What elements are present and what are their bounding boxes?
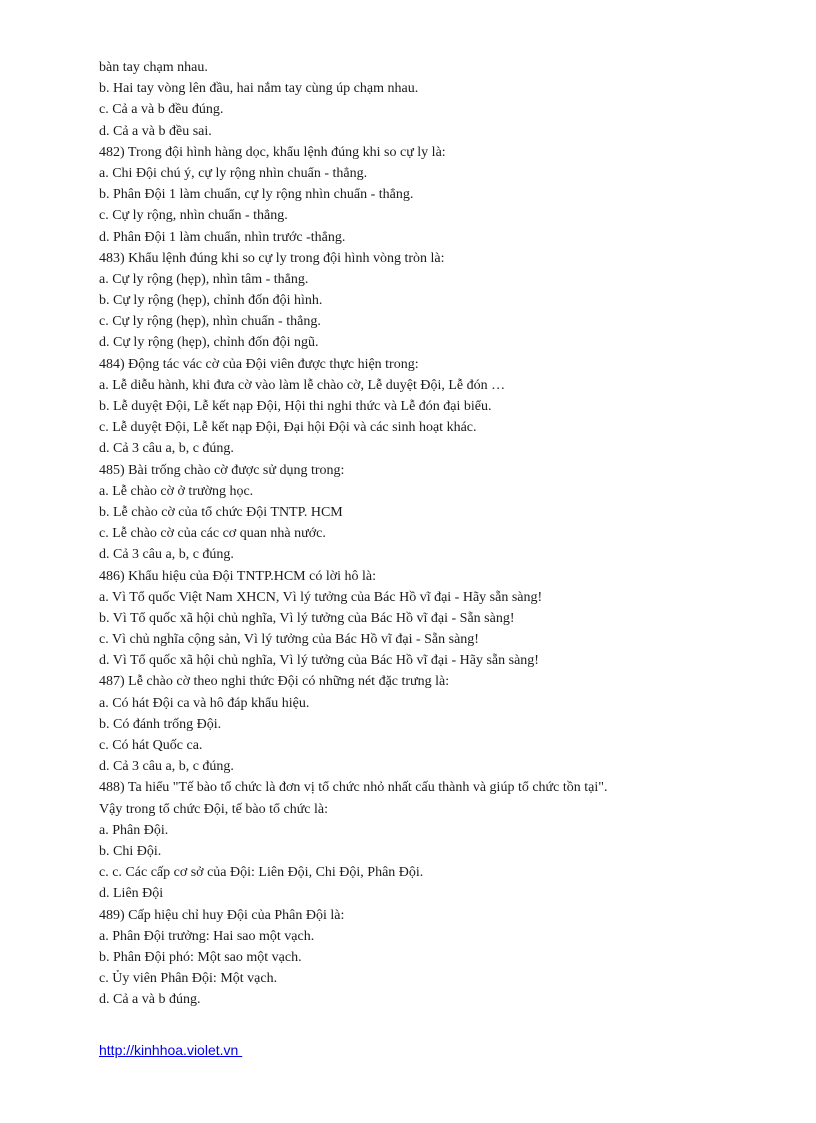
text-line: b. Phân Đội 1 làm chuẩn, cự ly rộng nhìn chuẩn - thẳng. — [99, 187, 414, 203]
text-line: c. Cả a và b đều đúng. — [99, 102, 224, 118]
text-line: a. Lễ chào cờ ở trường học. — [99, 483, 254, 499]
text-line: a. Phân Đội trưởng: Hai sao một vạch. — [99, 928, 315, 944]
text-line: c. Vì chủ nghĩa cộng sản, Vì lý tưởng của Bác Hồ vĩ đại - Sẵn sàng! — [99, 632, 479, 648]
text-line: c. Cự ly rộng, nhìn chuẩn - thẳng. — [99, 208, 288, 224]
text-line: 486) Khẩu hiệu của Đội TNTP.HCM có lời hô là: — [99, 568, 376, 584]
text-line: d. Phân Đội 1 làm chuẩn, nhìn trước -thẳng. — [99, 229, 346, 245]
text-line: c. Cự ly rộng (hẹp), nhìn chuẩn - thẳng. — [99, 314, 321, 330]
text-line: c. Lễ chào cờ của các cơ quan nhà nước. — [99, 526, 326, 542]
text-line: Vậy trong tổ chức Đội, tế bào tổ chức là: — [99, 801, 328, 817]
text-line: a. Lễ diễu hành, khi đưa cờ vào làm lễ chào cờ, Lễ duyệt Đội, Lễ đón … — [99, 377, 506, 393]
text-line: d. Vì Tổ quốc xã hội chủ nghĩa, Vì lý tưởng của Bác Hồ vĩ đại - Hãy sẵn sàng! — [99, 653, 539, 669]
text-line: c. Lễ duyệt Đội, Lễ kết nạp Đội, Đại hội Đội và các sinh hoạt khác. — [99, 420, 477, 436]
text-line: d. Liên Đội — [99, 886, 164, 902]
text-line: c. c. Các cấp cơ sở của Đội: Liên Đội, Chi Đội, Phân Đội. — [99, 865, 424, 881]
text-line: d. Cả a và b đều sai. — [99, 123, 212, 139]
text-line: a. Phân Đội. — [99, 822, 169, 838]
text-line: 487) Lễ chào cờ theo nghi thức Đội có những nét đặc trưng là: — [99, 674, 450, 690]
text-line: 485) Bài trống chào cờ được sử dụng trong: — [99, 462, 345, 478]
text-line: c. Ủy viên Phân Đội: Một vạch. — [99, 971, 278, 987]
text-line: d. Cả 3 câu a, b, c đúng. — [99, 441, 234, 457]
text-line: a. Cự ly rộng (hẹp), nhìn tâm - thẳng. — [99, 271, 309, 287]
text-line: 482) Trong đội hình hàng dọc, khẩu lệnh đúng khi so cự ly là: — [99, 144, 446, 160]
text-line: c. Có hát Quốc ca. — [99, 738, 203, 753]
text-line: d. Cả a và b đúng. — [99, 992, 201, 1008]
text-line: d. Cự ly rộng (hẹp), chỉnh đốn đội ngũ. — [99, 335, 319, 351]
text-line: 488) Ta hiểu "Tế bào tổ chức là đơn vị tổ chức nhỏ nhất cấu thành và giúp tổ chức tồn tại". — [99, 780, 608, 796]
text-line: b. Hai tay vòng lên đầu, hai nắm tay cùng úp chạm nhau. — [99, 81, 419, 97]
text-line: b. Chi Đội. — [99, 843, 162, 859]
text-line: b. Cự ly rộng (hẹp), chỉnh đốn đội hình. — [99, 293, 323, 309]
text-line: b. Phân Đội phó: Một sao một vạch. — [99, 949, 302, 965]
text-line: d. Cả 3 câu a, b, c đúng. — [99, 547, 234, 563]
text-line: b. Vì Tổ quốc xã hội chủ nghĩa, Vì lý tưởng của Bác Hồ vĩ đại - Sẵn sàng! — [99, 610, 515, 626]
text-line: d. Cả 3 câu a, b, c đúng. — [99, 759, 234, 775]
footer-link[interactable]: http://kinhhoa.violet.vn — [99, 1042, 243, 1058]
text-line: b. Lễ duyệt Đội, Lễ kết nạp Đội, Hội thi nghi thức và Lễ đón đại biểu. — [99, 399, 492, 414]
text-line: a. Chi Đội chú ý, cự ly rộng nhìn chuẩn - thẳng. — [99, 165, 368, 181]
text-line: a. Vì Tổ quốc Việt Nam XHCN, Vì lý tưởng của Bác Hồ vĩ đại - Hãy sẵn sàng! — [99, 589, 543, 605]
text-line: 489) Cấp hiệu chỉ huy Đội của Phân Đội là: — [99, 907, 345, 923]
text-line: 483) Khẩu lệnh đúng khi so cự ly trong đội hình vòng tròn là: — [99, 250, 445, 266]
text-line: 484) Động tác vác cờ của Đội viên được thực hiện trong: — [99, 356, 419, 372]
text-line: a. Có hát Đội ca và hô đáp khẩu hiệu. — [99, 695, 310, 711]
text-line: bàn tay chạm nhau. — [99, 60, 208, 75]
text-line: b. Có đánh trống Đội. — [99, 716, 222, 732]
text-line: b. Lễ chào cờ của tổ chức Đội TNTP. HCM — [99, 504, 343, 520]
document-body — [99, 57, 739, 1010]
